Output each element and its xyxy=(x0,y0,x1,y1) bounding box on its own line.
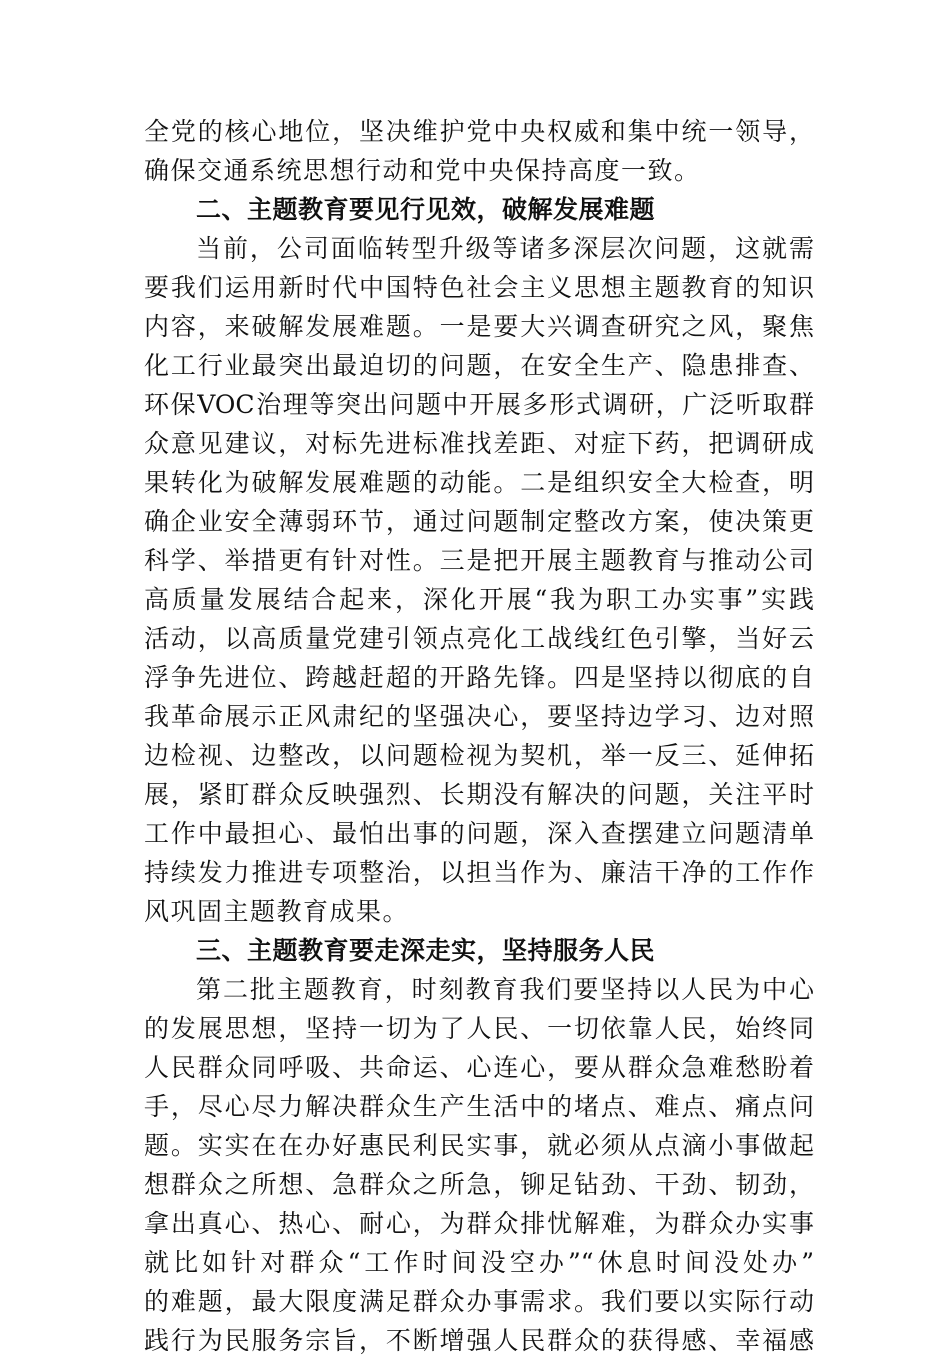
section-heading: 三、主题教育要走深走实，坚持服务人民 xyxy=(196,936,656,965)
text-line: 想群众之所想、急群众之所急，铆足钻劲、干劲、韧劲， xyxy=(144,1170,814,1199)
text-line: 的难题，最大限度满足群众办事需求。我们要以实际行动 xyxy=(144,1287,814,1316)
text-line: 内容，来破解发展难题。一是要大兴调查研究之风，聚焦 xyxy=(144,312,814,341)
text-line: 风巩固主题教育成果。 xyxy=(144,897,410,926)
text-line: 就比如针对群众“工作时间没空办”“休息时间没处办” xyxy=(144,1248,814,1277)
text-line: 确保交通系统思想行动和党中央保持高度一致。 xyxy=(144,156,701,185)
text-line: 要我们运用新时代中国特色社会主义思想主题教育的知识 xyxy=(144,273,814,302)
text-line: 展，紧盯群众反映强烈、长期没有解决的问题，关注平时 xyxy=(144,780,814,809)
text-line: 工作中最担心、最怕出事的问题，深入查摆建立问题清单 xyxy=(144,819,814,848)
text-line: 全党的核心地位，坚决维护党中央权威和集中统一领导， xyxy=(144,117,814,146)
text-line: 第二批主题教育，时刻教育我们要坚持以人民为中心 xyxy=(196,975,814,1004)
text-line: 高质量发展结合起来，深化开展“我为职工办实事”实践 xyxy=(144,585,814,614)
text-line: 当前，公司面临转型升级等诸多深层次问题，这就需 xyxy=(196,234,814,263)
text-line: 科学、举措更有针对性。三是把开展主题教育与推动公司 xyxy=(144,546,814,575)
text-line: 确企业安全薄弱环节，通过问题制定整改方案，使决策更 xyxy=(144,507,814,536)
text-line: 持续发力推进专项整治，以担当作为、廉洁干净的工作作 xyxy=(144,858,814,887)
text-line: 的发展思想，坚持一切为了人民、一切依靠人民，始终同 xyxy=(144,1014,814,1043)
text-line: 我革命展示正风肃纪的坚强决心，要坚持边学习、边对照 xyxy=(144,702,814,731)
text-line: 拿出真心、热心、耐心，为群众排忧解难，为群众办实事 xyxy=(144,1209,814,1238)
text-line: 践行为民服务宗旨，不断增强人民群众的获得感、幸福感 xyxy=(144,1326,814,1355)
body-text xyxy=(144,112,814,1360)
text-line: 题。实实在在办好惠民利民实事，就必须从点滴小事做起 xyxy=(144,1131,814,1160)
text-line: 浮争先进位、跨越赶超的开路先锋。四是坚持以彻底的自 xyxy=(144,663,814,692)
text-line: 边检视、边整改，以问题检视为契机，举一反三、延伸拓 xyxy=(144,741,814,770)
text-line: 活动，以高质量党建引领点亮化工战线红色引擎，当好云 xyxy=(144,624,814,653)
text-line: 化工行业最突出最迫切的问题，在安全生产、隐患排查、 xyxy=(144,351,814,380)
text-line: 人民群众同呼吸、共命运、心连心，要从群众急难愁盼着 xyxy=(144,1053,814,1082)
text-line: 果转化为破解发展难题的动能。二是组织安全大检查，明 xyxy=(144,468,814,497)
section-heading: 二、主题教育要见行见效，破解发展难题 xyxy=(196,195,656,224)
text-line: 众意见建议，对标先进标准找差距、对症下药，把调研成 xyxy=(144,429,814,458)
text-line: 环保VOC治理等突出问题中开展多形式调研，广泛听取群 xyxy=(144,390,814,419)
text-line: 手，尽心尽力解决群众生产生活中的堵点、难点、痛点问 xyxy=(144,1092,814,1121)
